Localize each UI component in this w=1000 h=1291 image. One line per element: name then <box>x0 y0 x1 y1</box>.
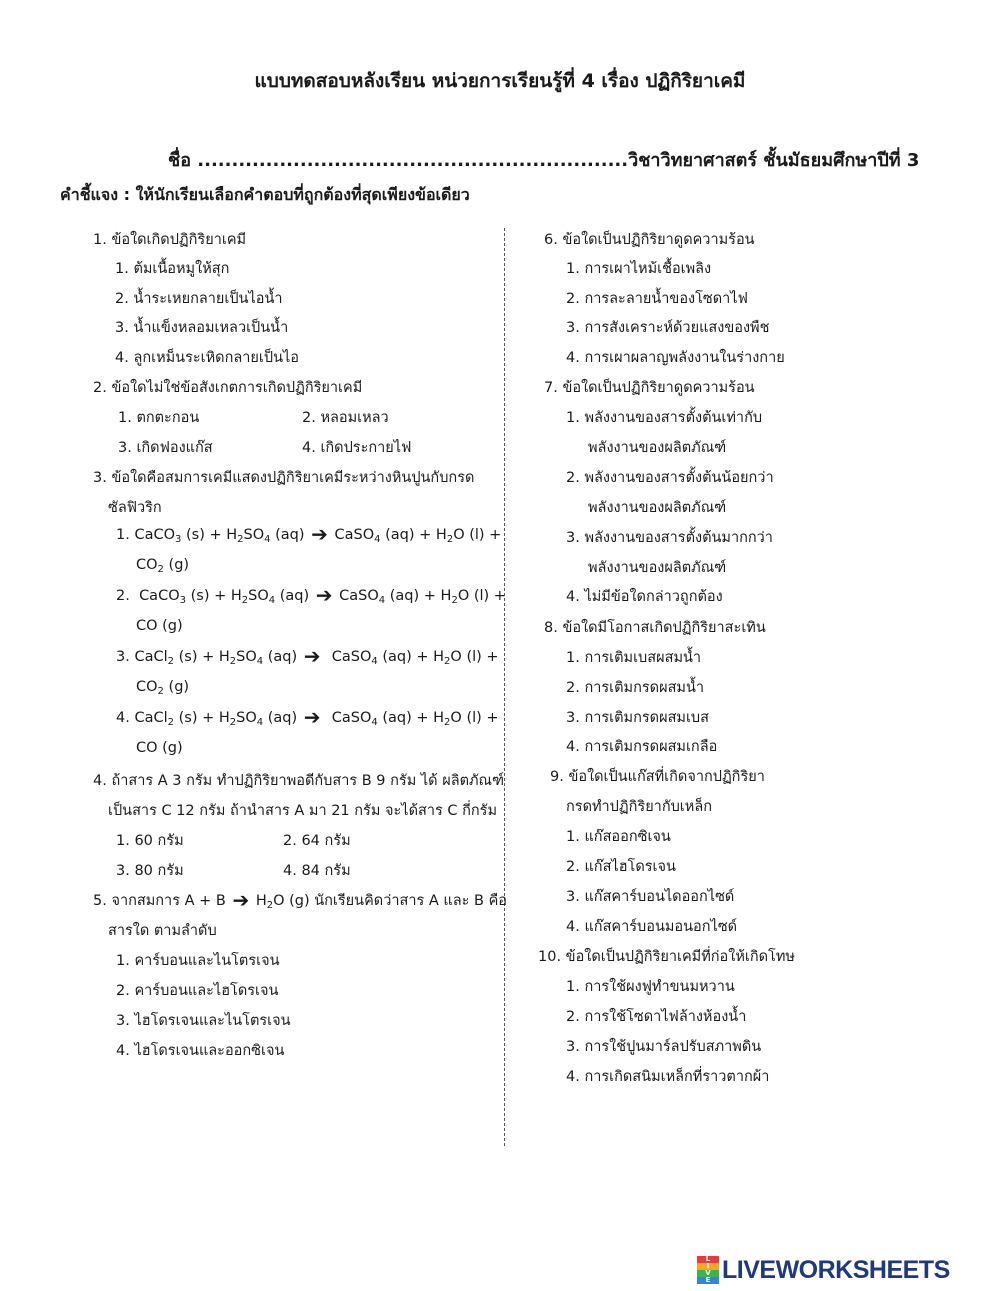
q10-option-1[interactable]: 1. การใช้ผงฟูทำขนมหวาน <box>566 979 735 995</box>
state-text: (g) <box>168 557 190 573</box>
question-6: 6. ข้อใดเป็นปฏิกิริยาดูดความร้อน <box>544 232 755 248</box>
q3-option-1-cont <box>136 557 189 573</box>
question-5-cont: สารใด ตามลำดับ <box>108 923 217 939</box>
question-9-cont: กรดทำปฏิกิริยากับเหล็ก <box>566 799 712 815</box>
subscript: 2 <box>241 595 249 606</box>
q6-option-3[interactable]: 3. การสังเคราะห์ด้วยแสงของพืช <box>566 320 770 336</box>
state-text: (aq) + H <box>389 588 452 604</box>
subscript: 2 <box>157 564 164 575</box>
q9-option-4[interactable]: 4. แก๊สคาร์บอนมอนอกไซด์ <box>566 919 738 935</box>
option-number: 1. <box>116 527 130 543</box>
reactant-formula: CaCO <box>139 588 180 604</box>
question-5 <box>93 889 507 912</box>
product-formula: CaSO <box>331 710 372 726</box>
subscript: 2 <box>266 900 274 911</box>
reactant-formula: CaCO <box>134 527 176 543</box>
q5-option-4[interactable]: 4. ไฮโดรเจนและออกซิเจน <box>116 1043 285 1059</box>
column-divider <box>504 228 505 1146</box>
reaction-arrow-icon: ➔ <box>311 522 328 546</box>
reaction-arrow-icon: ➔ <box>232 888 250 912</box>
badge-letter: V <box>697 1270 719 1277</box>
subscript: 4 <box>256 656 264 667</box>
q10-option-3[interactable]: 3. การใช้ปูนมาร์ลปรับสภาพดิน <box>566 1039 762 1055</box>
q2-option-3[interactable]: 3. เกิดฟองแก๊ส <box>118 440 213 456</box>
subscript: 2 <box>229 656 237 667</box>
reactant-formula: CaCl <box>134 649 168 665</box>
state-text: (aq) + H <box>382 710 445 726</box>
subscript: 3 <box>175 534 182 545</box>
q4-option-2[interactable]: 2. 64 กรัม <box>283 833 351 849</box>
q8-option-3[interactable]: 3. การเติมกรดผสมเบส <box>566 710 709 726</box>
question-4-cont: เป็นสาร C 12 กรัม ถ้านำสาร A มา 21 กรัม จะได้สาร C กี่กรัม <box>108 803 498 819</box>
option-number: 3. <box>116 649 130 665</box>
subscript: 4 <box>374 534 381 545</box>
q3-option-3-cont <box>136 679 189 695</box>
subscript: 2 <box>446 534 454 545</box>
subscript: 4 <box>371 717 378 728</box>
subscript: 2 <box>167 717 174 728</box>
q9-option-2[interactable]: 2. แก๊สไฮโดรเจน <box>566 859 676 875</box>
q5-text-start: 5. จากสมการ A + B <box>93 893 226 909</box>
formula-text: O (l) + <box>450 649 499 665</box>
formula-text: CO <box>136 679 158 695</box>
state-text: (aq) + H <box>385 527 447 543</box>
reactant-formula: CaCl <box>134 710 168 726</box>
subscript: 2 <box>157 686 164 697</box>
q4-option-3[interactable]: 3. 80 กรัม <box>116 863 184 879</box>
state-text: (aq) <box>279 588 310 604</box>
q6-option-2[interactable]: 2. การละลายน้ำของโซดาไฟ <box>566 291 748 307</box>
badge-letter: L <box>697 1256 719 1263</box>
question-2: 2. ข้อใดไม่ใช่ข้อสังเกตการเกิดปฏิกิริยาเคมี <box>93 380 363 396</box>
q9-option-1[interactable]: 1. แก๊สออกซิเจน <box>566 829 671 845</box>
product-formula: CaSO <box>331 649 372 665</box>
q3-option-2-cont: CO (g) <box>136 618 183 634</box>
liveworksheets-logo[interactable] <box>697 1255 950 1285</box>
formula-text: SO <box>236 710 257 726</box>
q7-option-3-cont: พลังงานของผลิตภัณฑ์ <box>588 560 727 576</box>
state-text: (s) + H <box>186 527 238 543</box>
q7-option-3[interactable]: 3. พลังงานของสารตั้งต้นมากกว่า <box>566 530 773 546</box>
subscript: 2 <box>237 534 244 545</box>
q7-option-4[interactable]: 4. ไม่มีข้อใดกล่าวถูกต้อง <box>566 589 723 605</box>
q5-option-1[interactable]: 1. คาร์บอนและไนโตรเจน <box>116 953 280 969</box>
q3-option-1[interactable] <box>116 522 502 546</box>
q3-option-4-cont: CO (g) <box>136 740 183 756</box>
q2-option-2[interactable]: 2. หลอมเหลว <box>302 410 389 426</box>
q3-option-2[interactable] <box>116 583 506 607</box>
formula-text: O (l) + <box>450 710 499 726</box>
state-text: (aq) <box>267 649 298 665</box>
product-formula: CaSO <box>334 527 375 543</box>
logo-badge-icon <box>697 1256 719 1284</box>
product-formula: CaSO <box>339 588 379 604</box>
state-text: (s) + H <box>190 588 242 604</box>
question-1: 1. ข้อใดเกิดปฏิกิริยาเคมี <box>93 232 247 248</box>
q2-option-1[interactable]: 1. ตกตะกอน <box>118 410 200 426</box>
subscript: 2 <box>229 717 237 728</box>
q7-option-1-cont: พลังงานของผลิตภัณฑ์ <box>588 440 727 456</box>
q2-option-4[interactable]: 4. เกิดประกายไฟ <box>302 440 412 456</box>
question-9: 9. ข้อใดเป็นแก๊สที่เกิดจากปฏิกิริยา <box>550 769 765 785</box>
q3-option-3[interactable] <box>116 644 499 668</box>
formula-text: SO <box>248 588 269 604</box>
state-text: (aq) + H <box>382 649 445 665</box>
q1-option-2[interactable]: 2. น้ำระเหยกลายเป็นไอน้ำ <box>115 291 283 307</box>
question-3: 3. ข้อใดคือสมการเคมีแสดงปฏิกิริยาเคมีระหว่างหินปูนกับกรด <box>93 470 475 486</box>
q5-text-end: O (g) นักเรียนคิดว่าสาร A และ B คือ <box>273 893 507 909</box>
formula-text: O (l) + <box>457 588 506 604</box>
q1-option-1[interactable]: 1. ต้มเนื้อหมูให้สุก <box>115 261 230 277</box>
subscript: 4 <box>256 717 264 728</box>
q3-option-4[interactable] <box>116 705 499 729</box>
q10-option-4[interactable]: 4. การเกิดสนิมเหล็กที่ราวตากผ้า <box>566 1069 770 1085</box>
q8-option-2[interactable]: 2. การเติมกรดผสมน้ำ <box>566 680 705 696</box>
page-title: แบบทดสอบหลังเรียน หน่วยการเรียนรู้ที่ 4 เรื่อง ปฏิกิริยาเคมี <box>254 70 746 92</box>
option-number: 2. <box>116 588 130 604</box>
q4-option-1[interactable]: 1. 60 กรัม <box>116 833 184 849</box>
instructions: คำชี้แจง : ให้นักเรียนเลือกคำตอบที่ถูกต้องที่สุดเพียงข้อเดียว <box>60 185 470 204</box>
reaction-arrow-icon: ➔ <box>303 644 321 668</box>
q5-option-2[interactable]: 2. คาร์บอนและไฮโดรเจน <box>116 983 279 999</box>
state-text: (aq) <box>267 710 298 726</box>
formula-text: SO <box>243 527 265 543</box>
subscript: 2 <box>444 717 451 728</box>
q10-option-2[interactable]: 2. การใช้โซดาไฟล้างห้องน้ำ <box>566 1009 747 1025</box>
subscript: 4 <box>268 595 276 606</box>
formula-text: CO <box>136 557 158 573</box>
q8-option-1[interactable]: 1. การเติมเบสผสมน้ำ <box>566 650 702 666</box>
question-3-cont: ซัลฟิวริก <box>108 500 162 516</box>
subscript: 2 <box>451 595 458 606</box>
q7-option-1[interactable]: 1. พลังงานของสารตั้งต้นเท่ากับ <box>566 410 763 426</box>
state-text: (s) + H <box>178 710 230 726</box>
subscript: 2 <box>167 656 174 667</box>
logo-text: LIVEWORKSHEETS <box>722 1255 950 1284</box>
q4-option-4[interactable]: 4. 84 กรัม <box>283 863 351 879</box>
q7-option-2-cont: พลังงานของผลิตภัณฑ์ <box>588 500 727 516</box>
q5-option-3[interactable]: 3. ไฮโดรเจนและไนโตรเจน <box>116 1013 291 1029</box>
question-4: 4. ถ้าสาร A 3 กรัม ทำปฏิกิริยาพอดีกับสาร B 9 กรัม ได้ ผลิตภัณฑ์ <box>93 773 505 789</box>
reaction-arrow-icon: ➔ <box>315 583 333 607</box>
option-number: 4. <box>116 710 130 726</box>
badge-letter: E <box>697 1277 719 1284</box>
subscript: 3 <box>179 595 186 606</box>
q1-option-3[interactable]: 3. น้ำแข็งหลอมเหลวเป็นน้ำ <box>115 320 289 336</box>
state-text: (s) + H <box>178 649 230 665</box>
q1-option-4[interactable]: 4. ลูกเหม็นระเหิดกลายเป็นไอ <box>115 350 299 366</box>
badge-letter: I <box>697 1263 719 1270</box>
state-text: (aq) <box>275 527 305 543</box>
formula-text: H <box>255 893 267 909</box>
question-10: 10. ข้อใดเป็นปฏิกิริยาเคมีที่ก่อให้เกิดโทษ <box>538 949 795 965</box>
q8-option-4[interactable]: 4. การเติมกรดผสมเกลือ <box>566 739 718 755</box>
state-text: (g) <box>168 679 190 695</box>
q6-option-4[interactable]: 4. การเผาผลาญพลังงานในร่างกาย <box>566 350 785 366</box>
question-7: 7. ข้อใดเป็นปฏิกิริยาดูดความร้อน <box>544 380 755 396</box>
student-name-line: ชื่อ ...............................................................วิชาวิทยาศาสตร์ ชั้นมัธยมศึกษาปีที่ 3 <box>168 150 920 171</box>
subscript: 4 <box>378 595 386 606</box>
reaction-arrow-icon: ➔ <box>303 705 321 729</box>
q7-option-2[interactable]: 2. พลังงานของสารตั้งต้นน้อยกว่า <box>566 470 774 486</box>
formula-text: SO <box>236 649 257 665</box>
subscript: 2 <box>444 656 451 667</box>
subscript: 4 <box>371 656 378 667</box>
subscript: 4 <box>264 534 271 545</box>
formula-text: O (l) + <box>453 527 502 543</box>
q9-option-3[interactable]: 3. แก๊สคาร์บอนไดออกไซด์ <box>566 889 735 905</box>
question-8: 8. ข้อใดมีโอกาสเกิดปฏิกิริยาสะเทิน <box>544 620 766 636</box>
q6-option-1[interactable]: 1. การเผาไหม้เชื้อเพลิง <box>566 261 712 277</box>
